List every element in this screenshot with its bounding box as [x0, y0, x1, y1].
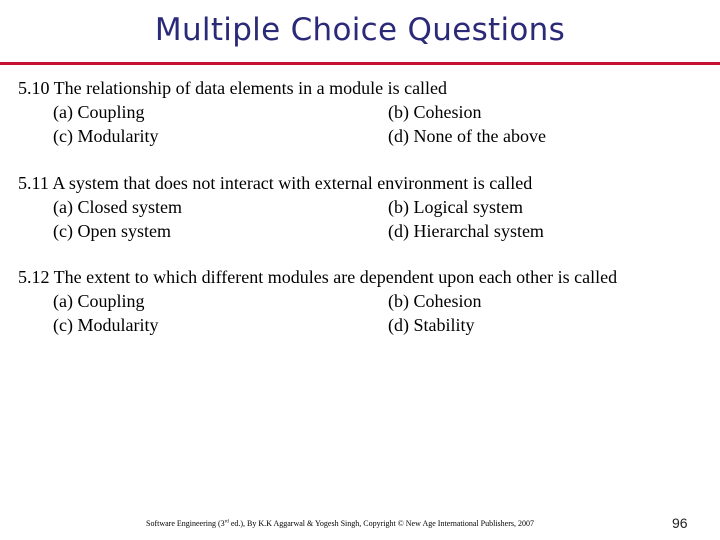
question-block: [18, 76, 708, 148]
option-a: (a) Closed system: [53, 197, 182, 217]
option-b: (b) Cohesion: [388, 102, 482, 122]
option-d: (d) None of the above: [388, 126, 546, 146]
page-number: 96: [672, 515, 688, 531]
question-text: 5.12 The extent to which different modules are dependent upon each other is called: [18, 267, 618, 287]
question-block: [18, 265, 708, 337]
options-grid: [18, 195, 708, 243]
option-d: (d) Hierarchal system: [388, 221, 544, 241]
footer-citation: [0, 519, 680, 528]
option-c: (c) Open system: [53, 221, 171, 241]
footer-text-end: ed.), By K.K Aggarwal & Yogesh Singh, Copyright © New Age International Publishers, 2007: [228, 519, 534, 528]
question-text: 5.10 The relationship of data elements in a module is called: [18, 78, 448, 98]
option-d: (d) Stability: [388, 315, 475, 335]
footer-superscript: rd: [224, 519, 229, 525]
footer-text-start: Software Engineering (3: [146, 519, 225, 528]
option-b: (b) Cohesion: [388, 291, 482, 311]
option-a: (a) Coupling: [53, 102, 145, 122]
options-grid: [18, 289, 708, 337]
option-a: (a) Coupling: [53, 291, 145, 311]
question-text: 5.11 A system that does not interact with external environment is called: [18, 173, 533, 193]
option-c: (c) Modularity: [53, 315, 159, 335]
question-block: [18, 171, 708, 243]
option-b: (b) Logical system: [388, 197, 523, 217]
title-divider: [0, 62, 720, 65]
slide-title: Multiple Choice Questions: [154, 12, 566, 48]
option-c: (c) Modularity: [53, 126, 159, 146]
options-grid: [18, 100, 708, 148]
